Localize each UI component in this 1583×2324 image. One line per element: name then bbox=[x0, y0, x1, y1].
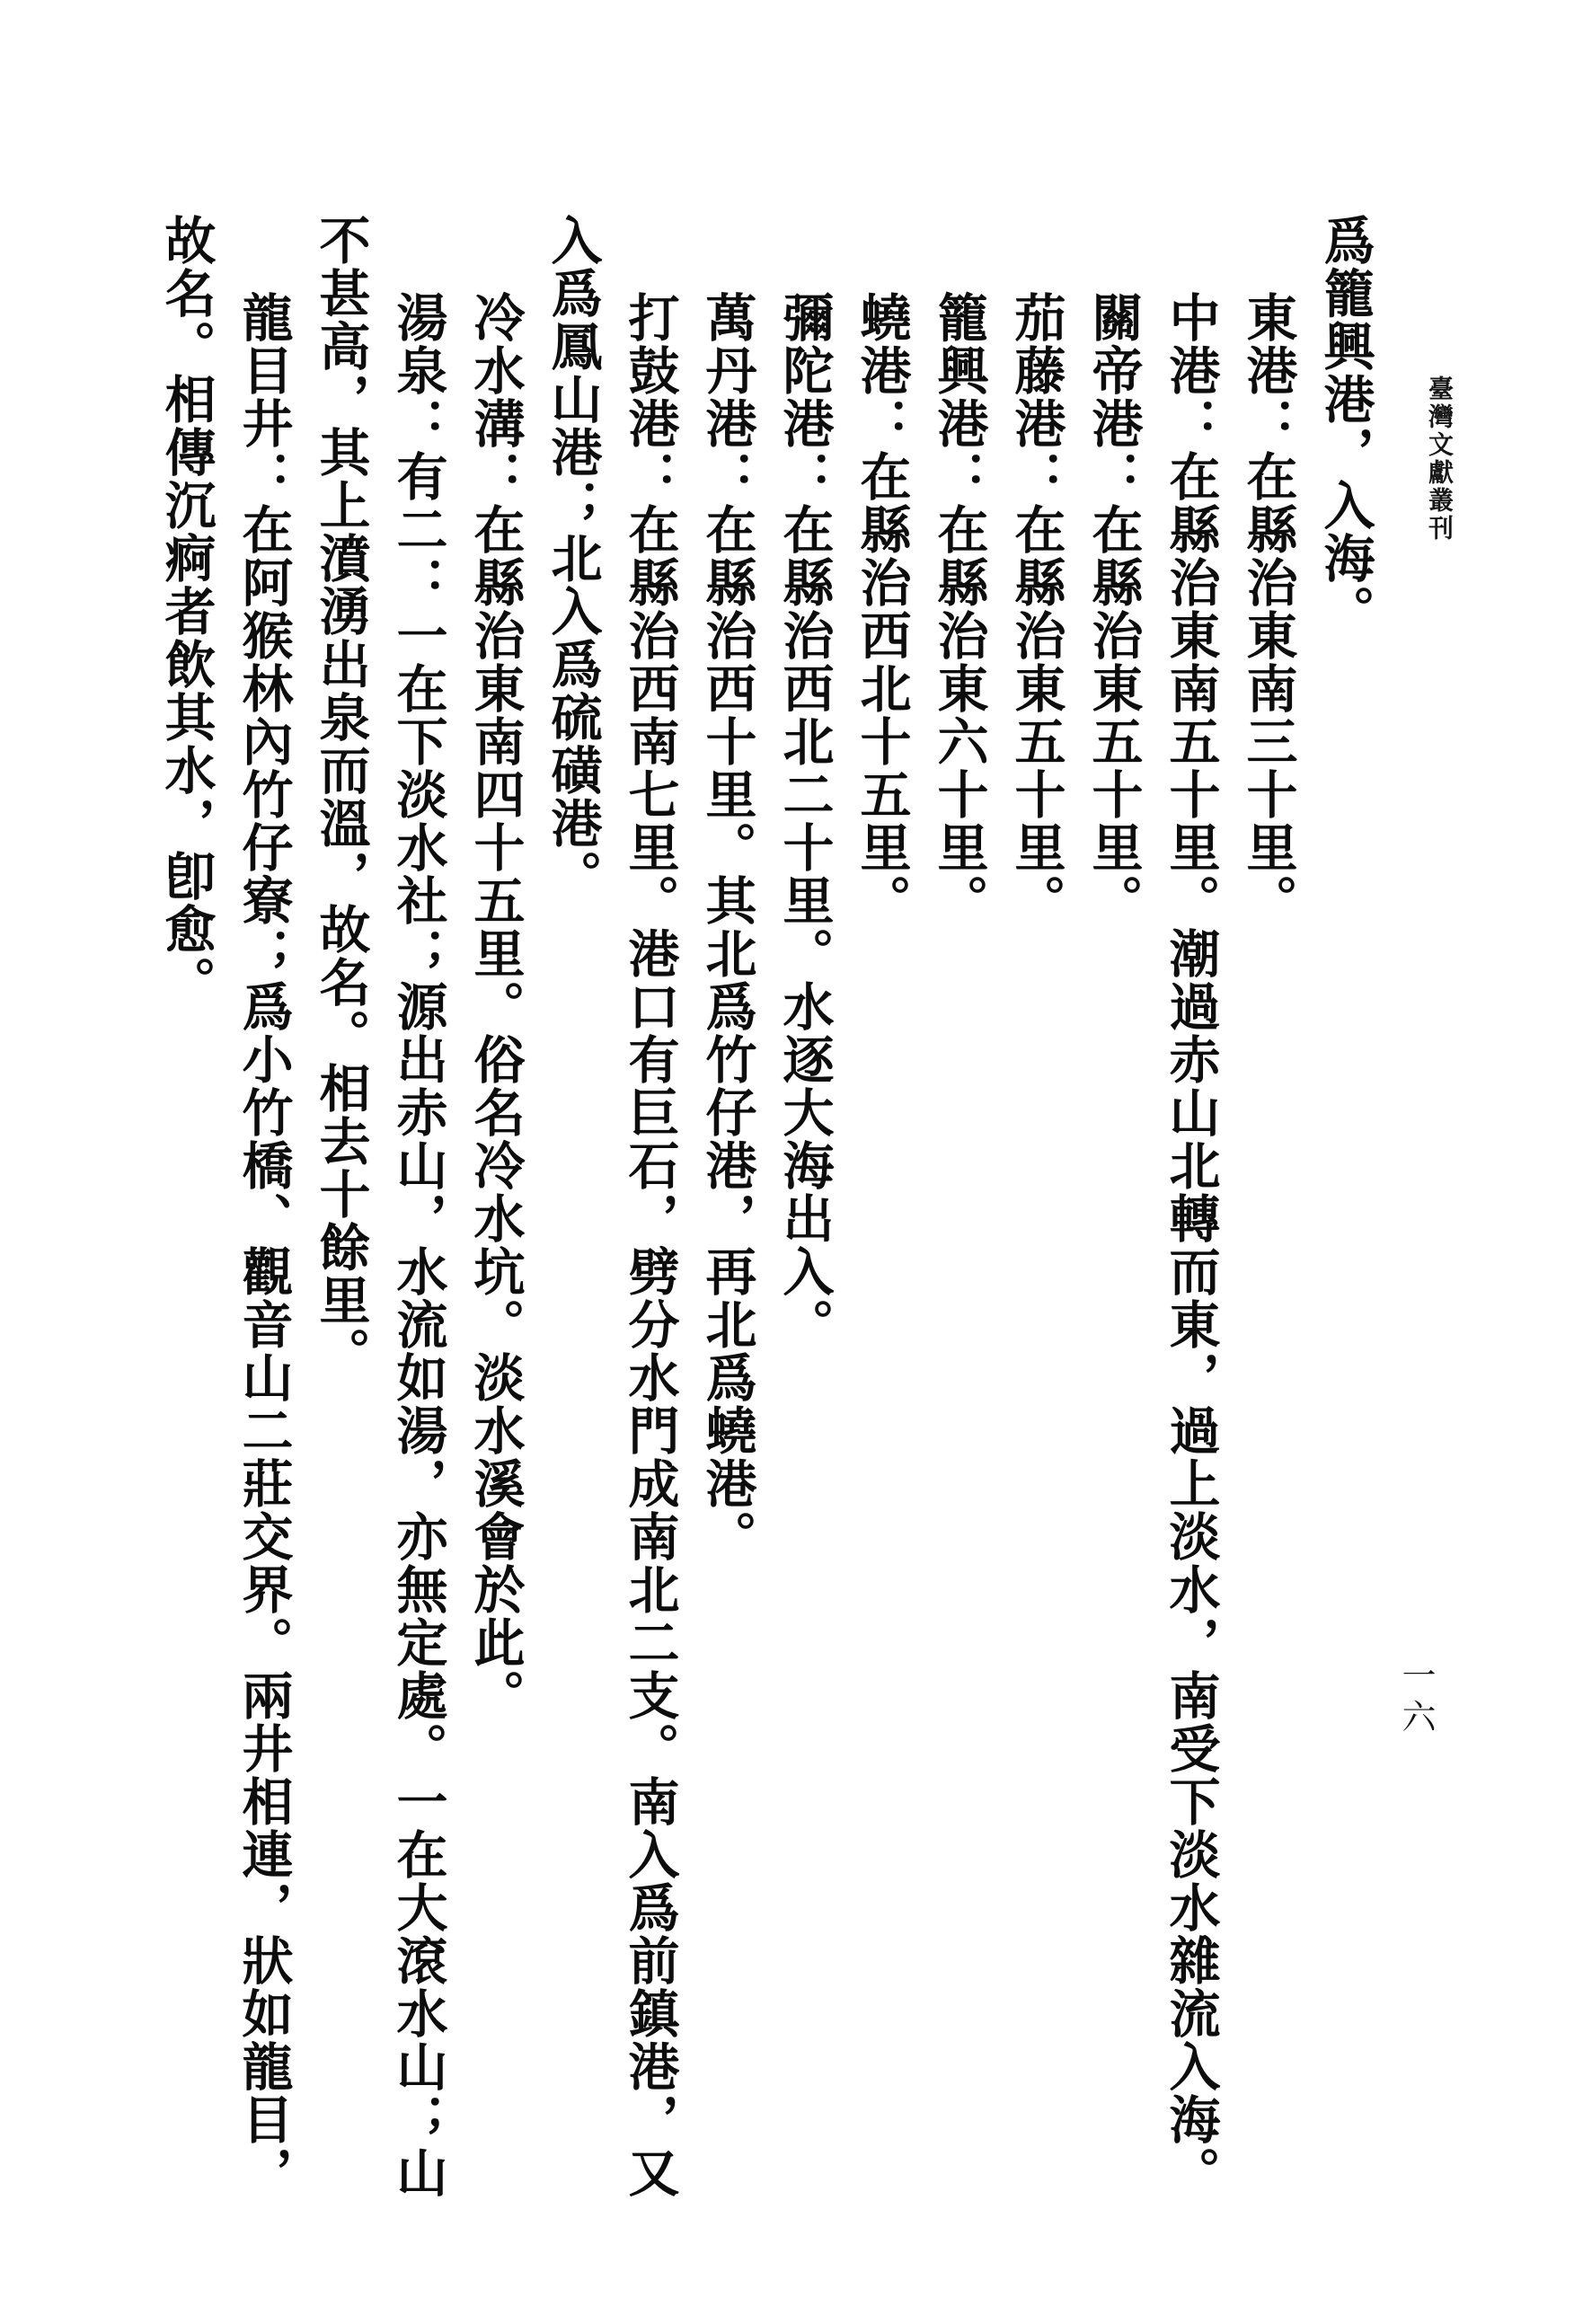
page-number: 一六 bbox=[1396, 1657, 1436, 1740]
running-head: 臺灣文獻叢刊 bbox=[1425, 376, 1455, 543]
text-column: 彌陀港：在縣治西北二十里。水逐大海出入。 bbox=[774, 291, 834, 1351]
text-column: 冷水溝：在縣治東南四十五里。俗名冷水坑。淡水溪會於此。 bbox=[465, 291, 525, 1722]
text-column: 打鼓港：在縣治西南七里。港口有巨石，劈分水門成南北二支。南入爲前鎮港，又 bbox=[620, 291, 679, 2199]
text-column: 茄藤港：在縣治東五十里。 bbox=[1006, 291, 1066, 927]
text-column: 東港：在縣治東南三十里。 bbox=[1238, 291, 1297, 927]
text-column: 湯泉：有二：一在下淡水社；源出赤山，水流如湯，亦無定處。一在大滾水山；山 bbox=[388, 291, 447, 2199]
text-column: 不甚高，其上濆湧出泉而溫，故名。相去十餘里。 bbox=[311, 214, 370, 1380]
text-column: 故名。相傳沉痾者飲其水，卽愈。 bbox=[156, 214, 216, 1009]
text-column: 關帝港：在縣治東五十里。 bbox=[1083, 291, 1143, 927]
text-column: 萬丹港：在縣治西十里。其北爲竹仔港，再北爲蟯港。 bbox=[697, 291, 756, 1563]
text-column: 蟯港：在縣治西北十五里。 bbox=[852, 291, 911, 927]
text-column: 籠興港：在縣治東六十里。 bbox=[929, 291, 988, 927]
text-column: 入爲鳳山港；北入爲硫磺港。 bbox=[543, 214, 602, 903]
text-column: 龍目井：在阿猴林內竹仔寮；爲小竹橋、觀音山二莊交界。兩井相連，狀如龍目， bbox=[234, 291, 293, 2199]
text-column: 爲籠興港，入海。 bbox=[1315, 214, 1375, 638]
text-column: 中港：在縣治東南五十里。潮過赤山北轉而東，過上淡水，南受下淡水雜流入海。 bbox=[1161, 291, 1220, 2199]
text-block bbox=[126, 214, 1384, 2199]
